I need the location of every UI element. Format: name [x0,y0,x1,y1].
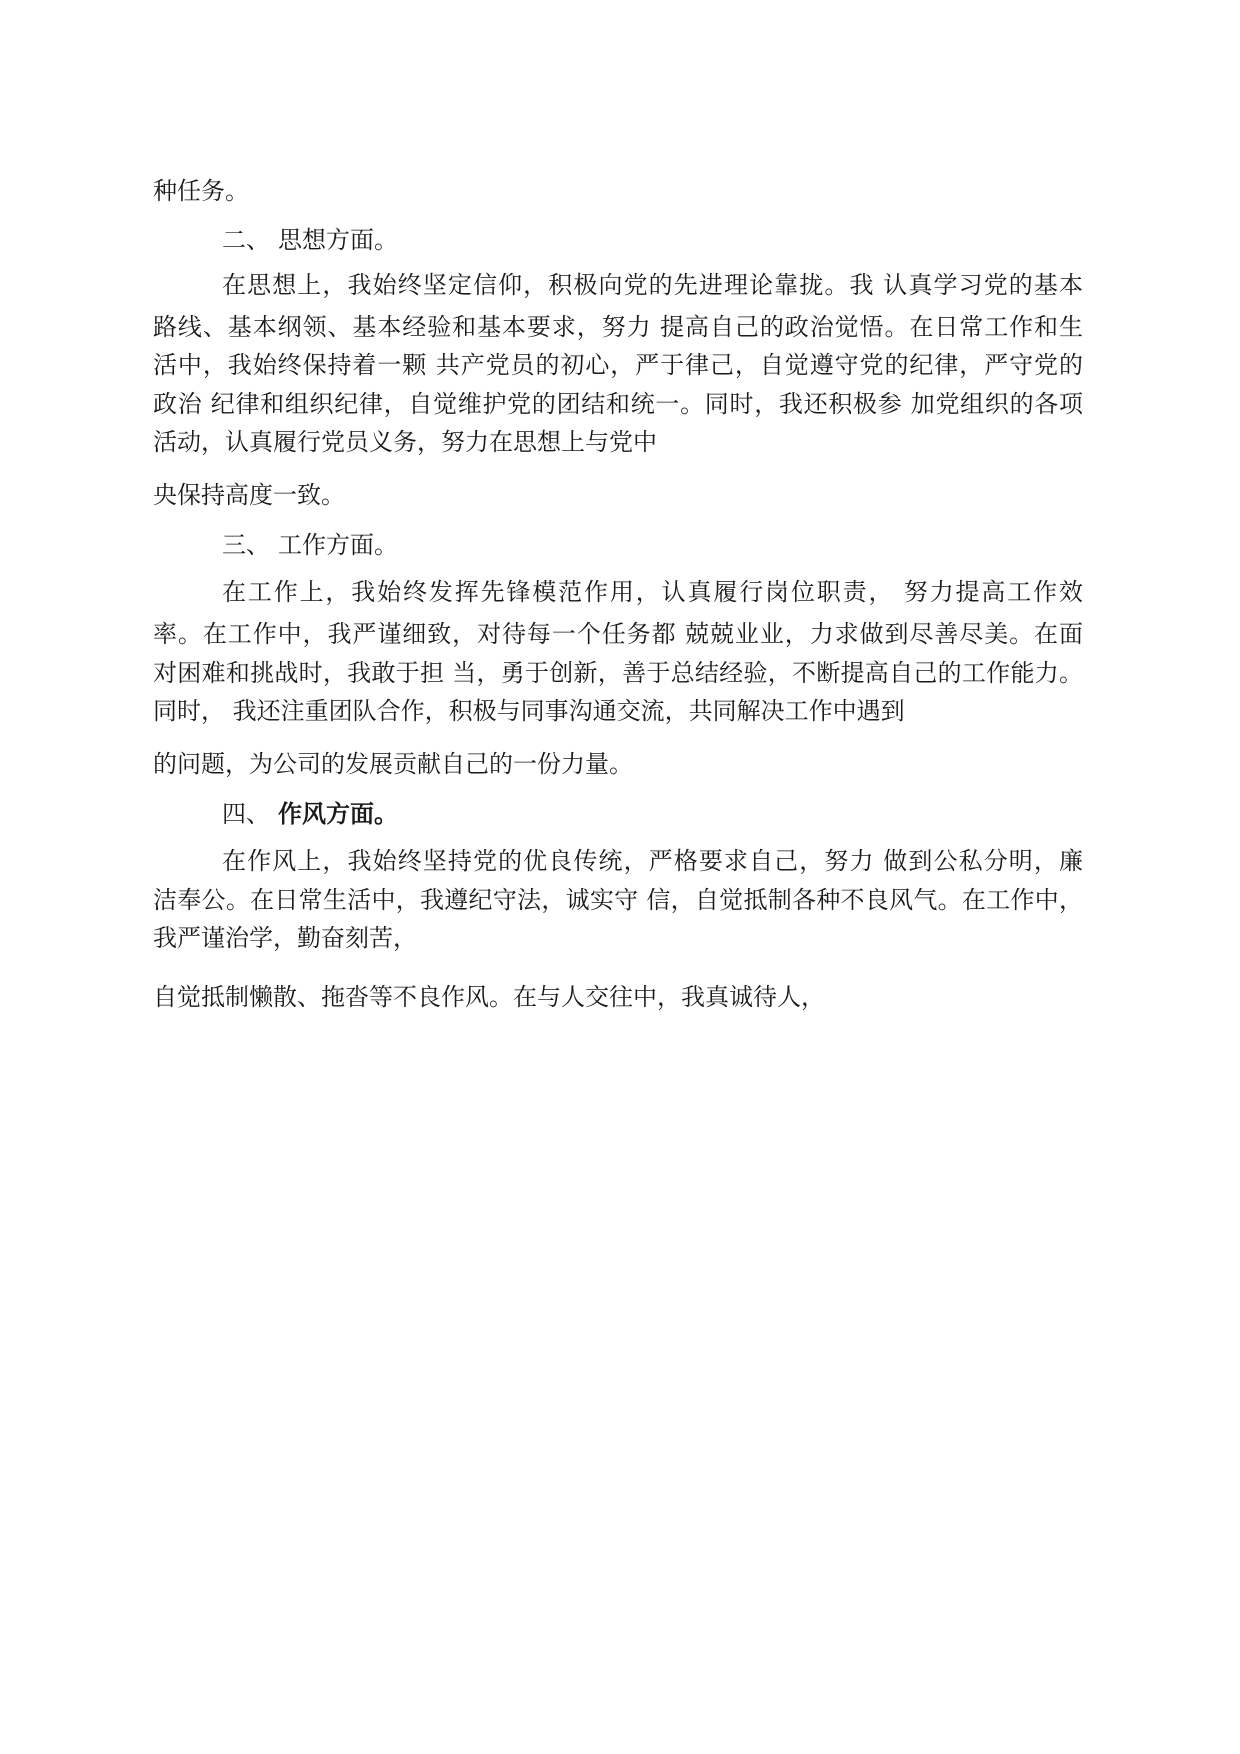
section-number: 四、 [222,800,270,828]
section-heading-3 [222,530,398,560]
paragraph-line: 对困难和挑战时，我敢于担 当，勇于创新，善于总结经验，不断提高自己的工作能力。 [153,659,1083,687]
paragraph-line: 活动，认真履行党员义务，努力在思想上与党中 [153,428,657,456]
paragraph-line: 在思想上，我始终坚定信仰，积极向党的先进理论靠拢。我 认真学习党的基本 [222,271,1083,299]
paragraph-line: 政治 纪律和组织纪律，自觉维护党的团结和统一。同时，我还积极参 加党组织的各项 [153,390,1083,418]
paragraph-line: 洁奉公。在日常生活中，我遵纪守法，诚实守 信，自觉抵制各种不良风气。在工作中， [153,886,1083,914]
paragraph-line: 路线、基本纲领、基本经验和基本要求，努力 提高自己的政治觉悟。在日常工作和生 [153,313,1083,341]
section-number: 二、 [222,226,270,254]
paragraph-line: 在作风上，我始终坚持党的优良传统，严格要求自己，努力 做到公私分明，廉 [222,847,1083,875]
paragraph-line: 率。在工作中，我严谨细致，对待每一个任务都 兢兢业业，力求做到尽善尽美。在面 [153,620,1083,648]
section-title: 工作方面。 [278,531,398,559]
paragraph-line: 活中，我始终保持着一颗 共产党员的初心，严于律己，自觉遵守党的纪律，严守党的 [153,351,1083,379]
section-title: 作风方面。 [278,800,398,828]
paragraph-line: 同时， 我还注重团队合作，积极与同事沟通交流，共同解决工作中遇到 [153,697,905,725]
paragraph-line: 的问题，为公司的发展贡献自己的一份力量。 [153,750,633,778]
section-heading-2 [222,225,398,255]
paragraph-line: 自觉抵制懒散、拖沓等不良作风。在与人交往中，我真诚待人， [153,983,825,1011]
paragraph-line: 种任务。 [153,177,249,205]
section-number: 三、 [222,531,270,559]
section-heading-4 [222,799,398,829]
paragraph-line: 我严谨治学，勤奋刻苦， [153,924,417,952]
paragraph-line: 央保持高度一致。 [153,481,345,509]
paragraph-line: 在工作上，我始终发挥先锋模范作用，认真履行岗位职责， 努力提高工作效 [222,578,1083,606]
section-title: 思想方面。 [278,226,398,254]
